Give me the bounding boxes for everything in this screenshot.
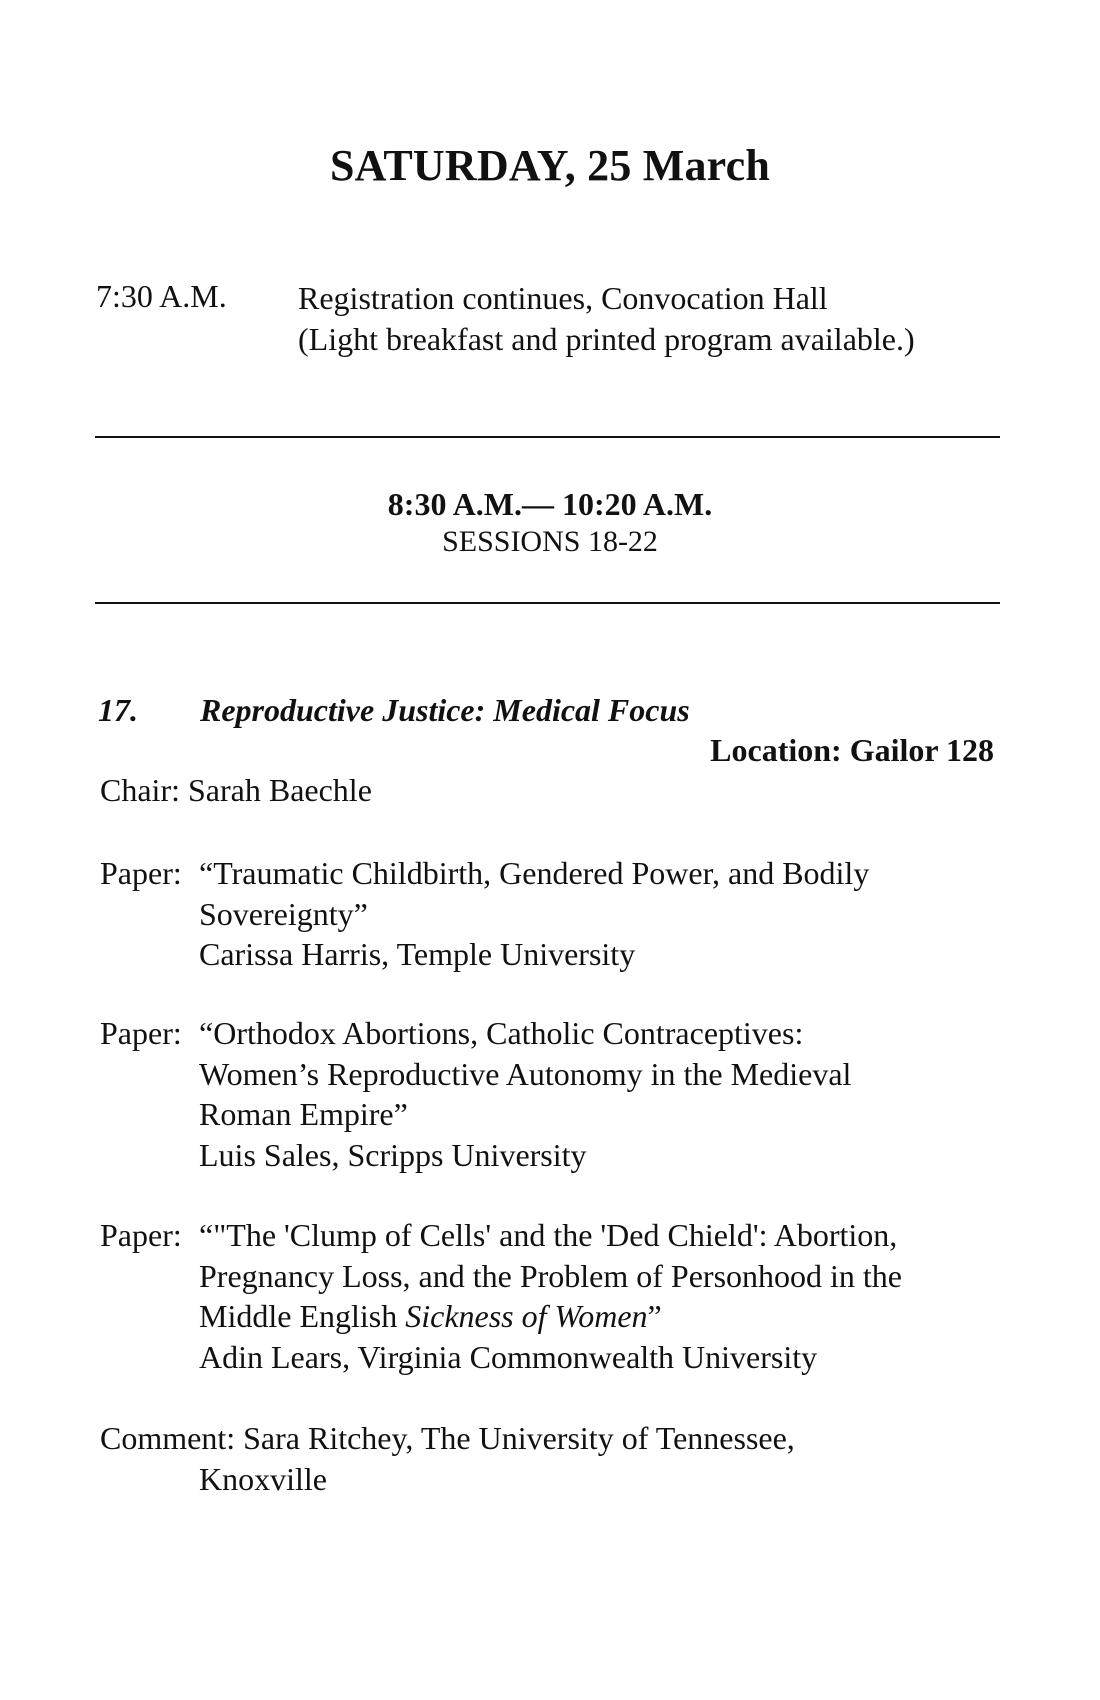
paper-title-suffix: ” bbox=[647, 1298, 662, 1334]
paper-title-line: Women’s Reproductive Autonomy in the Medieval bbox=[199, 1055, 852, 1092]
comment-line-1: Sara Ritchey, The University of Tennessee, bbox=[243, 1420, 795, 1456]
paper-label: Paper: bbox=[100, 855, 182, 891]
paper-entry bbox=[100, 853, 1000, 975]
paper-label: Paper: bbox=[100, 1015, 182, 1051]
registration-details bbox=[298, 278, 915, 360]
paper-title-line: Pregnancy Loss, and the Problem of Personhood in the bbox=[199, 1257, 902, 1294]
paper-title-prefix: Middle English bbox=[199, 1298, 406, 1334]
paper-author: Luis Sales, Scripps University bbox=[199, 1136, 587, 1173]
slot-sessions: SESSIONS 18-22 bbox=[442, 525, 658, 558]
comment-label: Comment: bbox=[100, 1420, 236, 1456]
registration-line-2: (Light breakfast and printed program available.) bbox=[298, 321, 915, 357]
paper-author: Carissa Harris, Temple University bbox=[199, 936, 636, 972]
paper-title-line bbox=[199, 1296, 1000, 1337]
session-number: 17. bbox=[98, 692, 138, 728]
paper-title-line: “Orthodox Abortions, Catholic Contraceptives: bbox=[199, 1015, 804, 1051]
paper-title-line: “Traumatic Childbirth, Gendered Power, and Bodily bbox=[199, 855, 870, 891]
divider-bottom bbox=[95, 602, 1000, 604]
paper-entry bbox=[100, 1215, 1000, 1377]
session-location: Location: Gailor 128 bbox=[710, 732, 994, 768]
session-chair: Chair: Sarah Baechle bbox=[100, 772, 372, 808]
comment-line-2: Knoxville bbox=[199, 1460, 327, 1497]
divider-top bbox=[95, 436, 1000, 438]
paper-entry bbox=[100, 1013, 1000, 1175]
slot-time: 8:30 A.M.— 10:20 A.M. bbox=[387, 486, 713, 522]
day-title: SATURDAY, 25 March bbox=[330, 141, 770, 190]
registration-line-1: Registration continues, Convocation Hall bbox=[298, 280, 828, 316]
paper-author: Adin Lears, Virginia Commonwealth University bbox=[199, 1338, 818, 1375]
paper-title-line: Sovereignty” bbox=[199, 895, 368, 932]
paper-title-line: “"The 'Clump of Cells' and the 'Ded Chield': Abortion, bbox=[199, 1217, 898, 1253]
paper-label: Paper: bbox=[100, 1217, 182, 1253]
paper-title-italic: Sickness of Women bbox=[405, 1298, 648, 1334]
registration-time: 7:30 A.M. bbox=[96, 278, 227, 314]
comment-entry bbox=[100, 1418, 1000, 1499]
paper-title-line: Roman Empire” bbox=[199, 1096, 408, 1132]
session-title: Reproductive Justice: Medical Focus bbox=[200, 692, 690, 728]
